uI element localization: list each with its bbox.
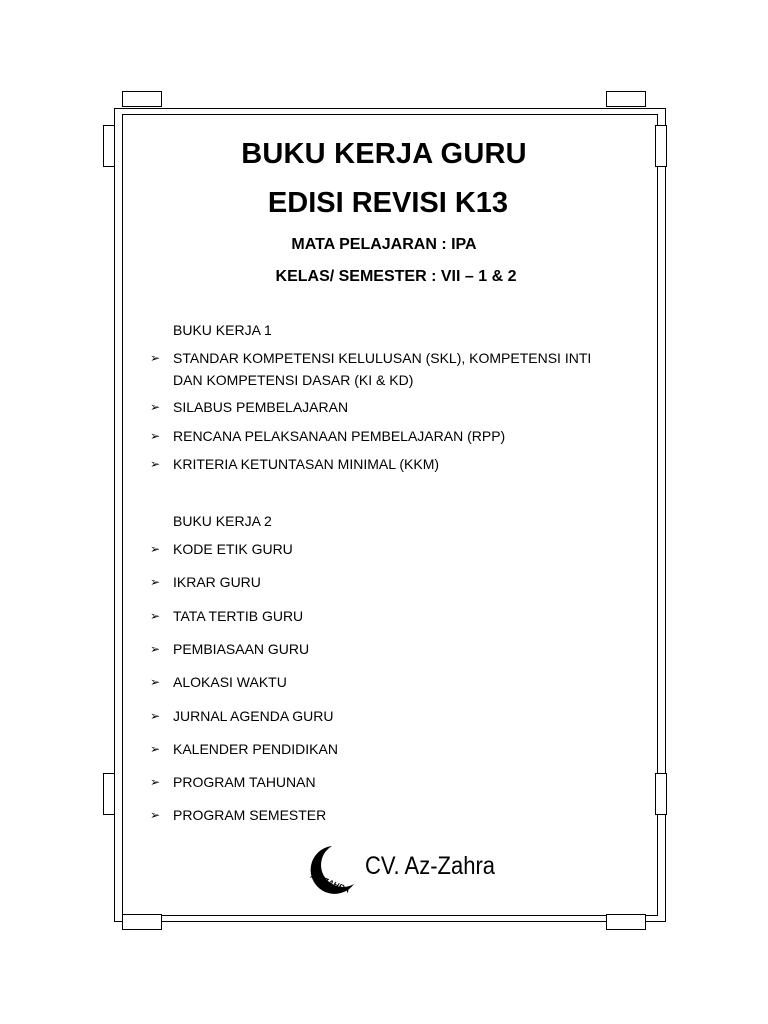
corner-tab xyxy=(655,773,667,815)
corner-tab xyxy=(122,91,162,107)
list-item-text: TATA TERTIB GURU xyxy=(173,608,304,624)
list-item-text: PROGRAM SEMESTER xyxy=(173,807,327,823)
arrow-bullet-icon: ➢ xyxy=(150,429,161,443)
list-item-text: ALOKASI WAKTU xyxy=(173,674,287,690)
list-item-text: KALENDER PENDIDIKAN xyxy=(173,741,338,757)
class-semester-line: KELAS/ SEMESTER : VII – 1 & 2 xyxy=(275,268,517,285)
arrow-bullet-icon: ➢ xyxy=(150,457,161,471)
arrow-bullet-icon: ➢ xyxy=(150,775,161,789)
list-item-text: KODE ETIK GURU xyxy=(173,541,293,557)
corner-tab xyxy=(122,914,162,930)
arrow-bullet-icon: ➢ xyxy=(150,742,161,756)
arrow-bullet-icon: ➢ xyxy=(150,709,161,723)
title-main: BUKU KERJA GURU xyxy=(241,138,527,170)
book1-heading: BUKU KERJA 1 xyxy=(173,322,272,338)
list-item-text: RENCANA PELAKSANAAN PEMBELAJARAN (RPP) xyxy=(173,428,506,444)
arrow-bullet-icon: ➢ xyxy=(150,575,161,589)
list-item-text: PROGRAM TAHUNAN xyxy=(173,774,316,790)
list-item-text: DAN KOMPETENSI DASAR (KI & KD) xyxy=(173,372,414,388)
list-item-text: IKRAR GURU xyxy=(173,574,261,590)
list-item-text: KRITERIA KETUNTASAN MINIMAL (KKM) xyxy=(173,456,440,472)
list-item-text: PEMBIASAAN GURU xyxy=(173,641,310,657)
arrow-bullet-icon: ➢ xyxy=(150,609,161,623)
title-edition: EDISI REVISI K13 xyxy=(267,187,509,219)
list-item-text: JURNAL AGENDA GURU xyxy=(173,708,334,724)
arrow-bullet-icon: ➢ xyxy=(150,542,161,556)
subject-line: MATA PELAJARAN : IPA xyxy=(291,236,477,253)
arrow-bullet-icon: ➢ xyxy=(150,808,161,822)
list-item-text: STANDAR KOMPETENSI KELULUSAN (SKL), KOMPETENSI INTI xyxy=(173,350,592,366)
list-item-text: SILABUS PEMBELAJARAN xyxy=(173,399,349,415)
arrow-bullet-icon: ➢ xyxy=(150,400,161,414)
corner-tab xyxy=(606,91,646,107)
publisher-name: CV. Az-Zahra xyxy=(365,852,496,880)
corner-tab xyxy=(103,773,115,815)
book2-heading: BUKU KERJA 2 xyxy=(173,513,272,529)
arrow-bullet-icon: ➢ xyxy=(150,642,161,656)
arrow-bullet-icon: ➢ xyxy=(150,351,161,365)
logo-lettering: AZ-ZAHRA xyxy=(309,870,352,895)
corner-tab xyxy=(606,914,646,930)
arrow-bullet-icon: ➢ xyxy=(150,675,161,689)
